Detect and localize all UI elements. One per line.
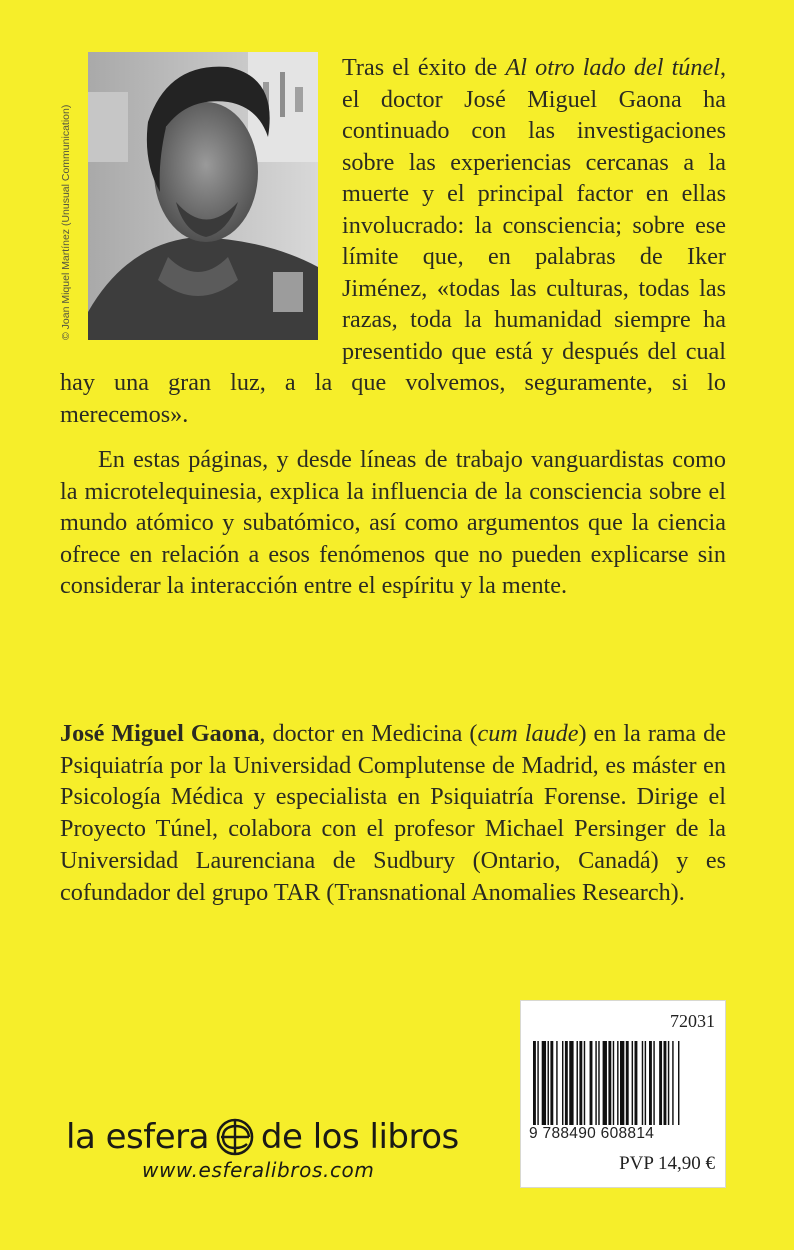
book-title-reference: Al otro lado del túnel (505, 54, 720, 81)
product-code: 72031 (670, 1011, 715, 1031)
photo-credit: © Joan Miquel Martínez (Unusual Communication) (60, 104, 72, 340)
synopsis-paragraph-2: En estas páginas, y desde líneas de trabajo vanguardistas como la microtelequinesia, explica la influencia de la consciencia sobre el mundo atómico y subatómico, así como argumentos que la ciencia ofrece en relación a esos fenómenos que no pueden explicarse sin considerar la interacción entre el espíritu y la mente. (60, 446, 726, 599)
bio-text-1: , doctor en Medicina ( (259, 720, 478, 747)
globe-e-logo-icon (215, 1117, 255, 1157)
synopsis-p1-prefix: Tras el éxito de (342, 54, 506, 81)
price-label: PVP 14,90 € (619, 1153, 715, 1174)
bio-text-2: ) en la rama de Psiquiatría por la Universidad Complutense de Madrid, es máster en Psicología Médica y especialista en Psiquiatría Forense. Dirige el Proyecto Túnel, colabora con el profesor Michael Persinger de la Universidad Laurenciana de Sudbury (Ontario, Canadá) y es cofundador del grupo TAR (Transnational Anomalies Research). (60, 720, 726, 906)
isbn-digits: 9 788490 608814 (529, 1125, 655, 1142)
publisher-logo (66, 1113, 476, 1161)
barcode-panel (520, 1000, 726, 1188)
author-name: José Miguel Gaona (60, 720, 260, 747)
author-bio (60, 718, 726, 908)
publisher-website: www.esferalibros.com (142, 1158, 375, 1182)
barcode-icon (531, 1041, 717, 1125)
bio-italic: cum laude (477, 720, 579, 747)
logo-text-left: la esfera (66, 1117, 209, 1157)
logo-text-right: de los libros (260, 1117, 459, 1157)
synopsis (60, 52, 726, 602)
photo-float-spacer (60, 52, 342, 342)
synopsis-p1-rest: , el doctor José Miguel Gaona ha continuado con las investigaciones sobre las experiencias cercanas a la muerte y el principal factor en ellas involucrado: la consciencia; sobre ese límite que, en palabras de Iker Jiménez, «todas las culturas, todas las razas, toda la humanidad siempre ha presentido que está y después del cual hay una gran luz, a la que volvemos, seguramente, si lo merecemos». (60, 54, 726, 428)
